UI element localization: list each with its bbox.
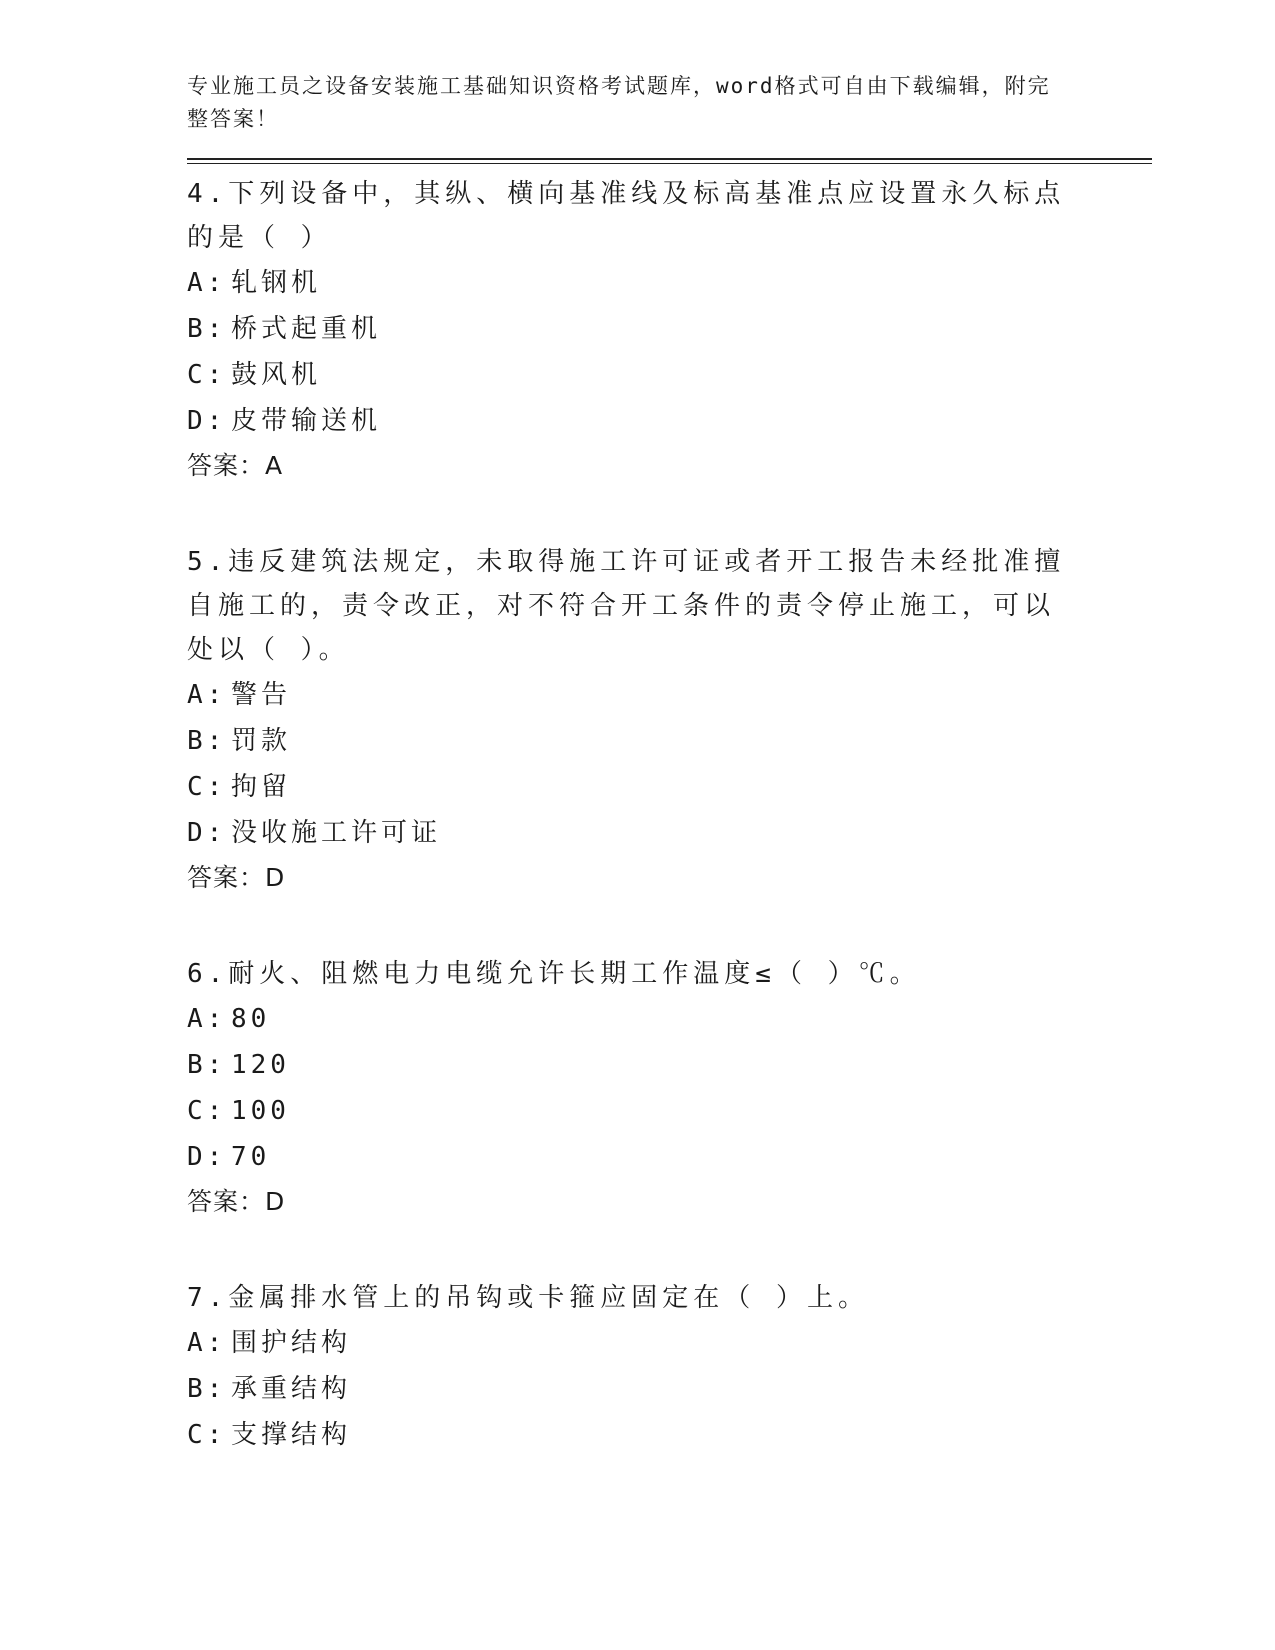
option-text: 100	[231, 1096, 290, 1126]
option-label: B:	[187, 314, 227, 344]
option-c	[187, 1412, 1162, 1458]
option-text: 70	[231, 1142, 271, 1172]
answer-line: 答案：D	[187, 863, 286, 892]
option-c	[187, 352, 1162, 398]
document-page	[187, 70, 1162, 1458]
option-c	[187, 764, 1162, 810]
option-a	[187, 996, 1162, 1042]
option-b	[187, 718, 1162, 764]
option-label: D:	[187, 818, 227, 848]
option-label: C:	[187, 360, 227, 390]
option-label: D:	[187, 1142, 227, 1172]
option-text: 围护结构	[231, 1328, 352, 1358]
option-text: 拘留	[231, 772, 292, 802]
option-label: B:	[187, 1050, 227, 1080]
option-label: C:	[187, 1096, 227, 1126]
option-text: 承重结构	[231, 1374, 352, 1404]
option-label: A:	[187, 1328, 227, 1358]
option-b	[187, 1042, 1162, 1088]
question-text: 7.金属排水管上的吊钩或卡箍应固定在（ ）上。	[187, 1283, 869, 1313]
question-5	[187, 540, 1162, 900]
document-header: 专业施工员之设备安装施工基础知识资格考试题库，word格式可自由下载编辑，附完整答案！	[187, 74, 1051, 131]
question-text: 5.违反建筑法规定，未取得施工许可证或者开工报告未经批准擅自施工的，责令改正，对不符合开工条件的责令停止施工，可以处以（ ）。	[187, 547, 1066, 665]
option-d	[187, 1134, 1162, 1180]
option-b	[187, 1366, 1162, 1412]
option-c	[187, 1088, 1162, 1134]
question-6	[187, 952, 1162, 1224]
answer-line: 答案：D	[187, 1187, 286, 1216]
question-7	[187, 1276, 1162, 1458]
option-text: 桥式起重机	[231, 314, 382, 344]
option-b	[187, 306, 1162, 352]
option-text: 没收施工许可证	[231, 818, 442, 848]
option-label: C:	[187, 1420, 227, 1450]
option-text: 80	[231, 1004, 271, 1034]
option-text: 鼓风机	[231, 360, 322, 390]
option-d	[187, 398, 1162, 444]
option-text: 支撑结构	[231, 1420, 352, 1450]
option-label: A:	[187, 680, 227, 710]
option-label: D:	[187, 406, 227, 436]
answer-line: 答案：A	[187, 451, 284, 480]
header-divider	[187, 158, 1152, 164]
question-4	[187, 172, 1162, 488]
option-text: 皮带输送机	[231, 406, 382, 436]
question-text: 4.下列设备中，其纵、横向基准线及标高基准点应设置永久标点的是（ ）	[187, 179, 1066, 253]
option-text: 警告	[231, 680, 292, 710]
option-a	[187, 1320, 1162, 1366]
option-a	[187, 260, 1162, 306]
option-label: B:	[187, 1374, 227, 1404]
option-label: A:	[187, 268, 227, 298]
option-text: 罚款	[231, 726, 292, 756]
option-label: A:	[187, 1004, 227, 1034]
option-text: 120	[231, 1050, 290, 1080]
option-label: C:	[187, 772, 227, 802]
option-label: B:	[187, 726, 227, 756]
option-d	[187, 810, 1162, 856]
question-text: 6.耐火、阻燃电力电缆允许长期工作温度≤（ ）℃。	[187, 959, 921, 989]
option-text: 轧钢机	[231, 268, 322, 298]
option-a	[187, 672, 1162, 718]
